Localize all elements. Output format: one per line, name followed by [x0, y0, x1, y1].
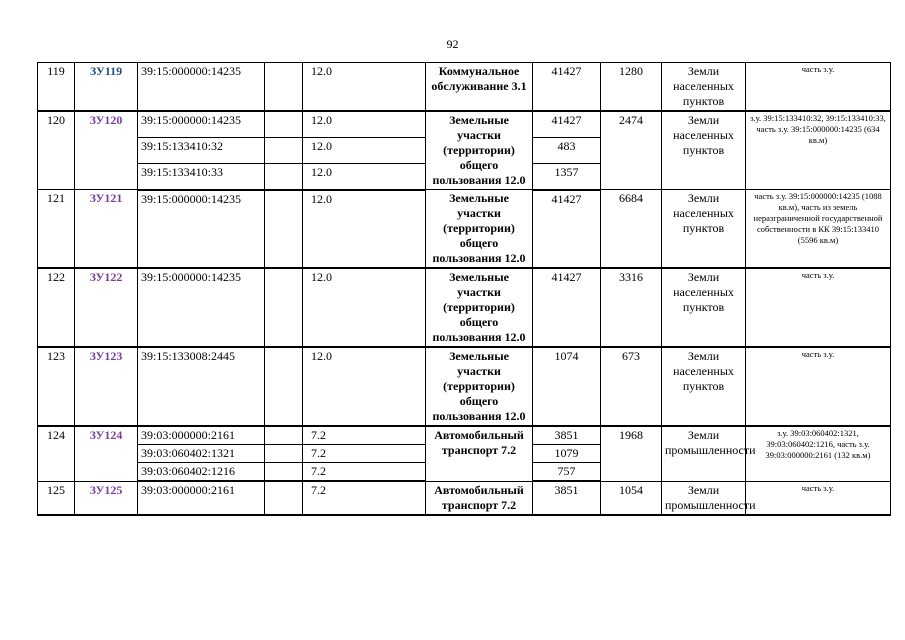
blank-cell [265, 426, 303, 445]
land-category: Земли населенных пунктов [662, 268, 746, 347]
cadastral-number: 39:15:000000:14235 [138, 111, 265, 137]
note: з.у. 39:03:060402:1321, 39:03:060402:1216, часть з.у. 39:03:000000:2161 (132 кв.м) [746, 426, 891, 481]
row-number: 121 [38, 190, 75, 269]
plot-id: ЗУ120 [75, 111, 138, 190]
note: часть з.у. [746, 268, 891, 347]
plot-id: ЗУ121 [75, 190, 138, 269]
cadastral-number: 39:15:000000:14235 [138, 63, 265, 112]
row-number: 120 [38, 111, 75, 190]
permitted-use: Автомобильный транспорт 7.2 [426, 426, 533, 481]
table-row [38, 190, 891, 269]
source-area: 41427 [533, 111, 601, 137]
row-number: 125 [38, 481, 75, 515]
source-area: 41427 [533, 268, 601, 347]
row-number: 122 [38, 268, 75, 347]
permitted-use: Земельные участки (территории) общего пользования 12.0 [426, 347, 533, 426]
land-category: Земли промышленности [662, 481, 746, 515]
use-code: 12.0 [303, 63, 426, 112]
land-category: Земли населенных пунктов [662, 111, 746, 190]
source-area: 41427 [533, 190, 601, 269]
permitted-use: Земельные участки (территории) общего пользования 12.0 [426, 111, 533, 190]
plot-id: ЗУ122 [75, 268, 138, 347]
use-code: 7.2 [303, 463, 426, 482]
use-code: 12.0 [303, 268, 426, 347]
permitted-use: Земельные участки (территории) общего пользования 12.0 [426, 190, 533, 269]
source-area: 1357 [533, 163, 601, 189]
permitted-use: Земельные участки (территории) общего пользования 12.0 [426, 268, 533, 347]
cadastral-number: 39:15:133008:2445 [138, 347, 265, 426]
table-row [38, 63, 891, 112]
use-code: 12.0 [303, 111, 426, 137]
note: часть з.у. 39:15:000000:14235 (1088 кв.м), часть из земель неразграниченной государственной собственности в КК 39:15:133410 (5596 кв.м) [746, 190, 891, 269]
blank-cell [265, 445, 303, 463]
plot-area: 673 [601, 347, 662, 426]
permitted-use: Коммунальное обслуживание 3.1 [426, 63, 533, 112]
plot-area: 1280 [601, 63, 662, 112]
cadastral-number: 39:15:133410:32 [138, 137, 265, 163]
plot-id: ЗУ123 [75, 347, 138, 426]
use-code: 12.0 [303, 190, 426, 269]
source-area: 1079 [533, 445, 601, 463]
note: часть з.у. [746, 347, 891, 426]
permitted-use: Автомобильный транспорт 7.2 [426, 481, 533, 515]
source-area: 3851 [533, 481, 601, 515]
note: часть з.у. [746, 481, 891, 515]
table-row [38, 111, 891, 137]
table-body [38, 63, 891, 515]
land-category: Земли промышленности [662, 426, 746, 481]
plot-id: ЗУ119 [75, 63, 138, 112]
blank-cell [265, 347, 303, 426]
cadastral-number: 39:15:133410:33 [138, 163, 265, 189]
land-plots-table [37, 62, 891, 516]
cadastral-number: 39:15:000000:14235 [138, 268, 265, 347]
cadastral-number: 39:03:000000:2161 [138, 481, 265, 515]
cadastral-number: 39:03:060402:1321 [138, 445, 265, 463]
blank-cell [265, 463, 303, 482]
use-code: 12.0 [303, 347, 426, 426]
source-area: 41427 [533, 63, 601, 112]
cadastral-number: 39:15:000000:14235 [138, 190, 265, 269]
land-category: Земли населенных пунктов [662, 190, 746, 269]
blank-cell [265, 481, 303, 515]
use-code: 12.0 [303, 137, 426, 163]
plot-area: 1054 [601, 481, 662, 515]
blank-cell [265, 111, 303, 137]
use-code: 12.0 [303, 163, 426, 189]
row-number: 124 [38, 426, 75, 481]
plot-id: ЗУ124 [75, 426, 138, 481]
plot-area: 6684 [601, 190, 662, 269]
row-number: 123 [38, 347, 75, 426]
blank-cell [265, 190, 303, 269]
table-row [38, 426, 891, 445]
land-category: Земли населенных пунктов [662, 63, 746, 112]
blank-cell [265, 163, 303, 189]
plot-area: 2474 [601, 111, 662, 190]
table-row [38, 347, 891, 426]
note: з.у. 39:15:133410:32, 39:15:133410:33, часть з.у. 39:15:000000:14235 (634 кв.м) [746, 111, 891, 190]
use-code: 7.2 [303, 445, 426, 463]
blank-cell [265, 63, 303, 112]
table-row [38, 268, 891, 347]
blank-cell [265, 137, 303, 163]
use-code: 7.2 [303, 426, 426, 445]
land-category: Земли населенных пунктов [662, 347, 746, 426]
source-area: 1074 [533, 347, 601, 426]
page-number: 92 [446, 37, 459, 51]
plot-id: ЗУ125 [75, 481, 138, 515]
cadastral-number: 39:03:000000:2161 [138, 426, 265, 445]
row-number: 119 [38, 63, 75, 112]
table-row [38, 481, 891, 515]
source-area: 757 [533, 463, 601, 482]
plot-area: 1968 [601, 426, 662, 481]
blank-cell [265, 268, 303, 347]
note: часть з.у. [746, 63, 891, 112]
source-area: 3851 [533, 426, 601, 445]
plot-area: 3316 [601, 268, 662, 347]
cadastral-number: 39:03:060402:1216 [138, 463, 265, 482]
use-code: 7.2 [303, 481, 426, 515]
source-area: 483 [533, 137, 601, 163]
